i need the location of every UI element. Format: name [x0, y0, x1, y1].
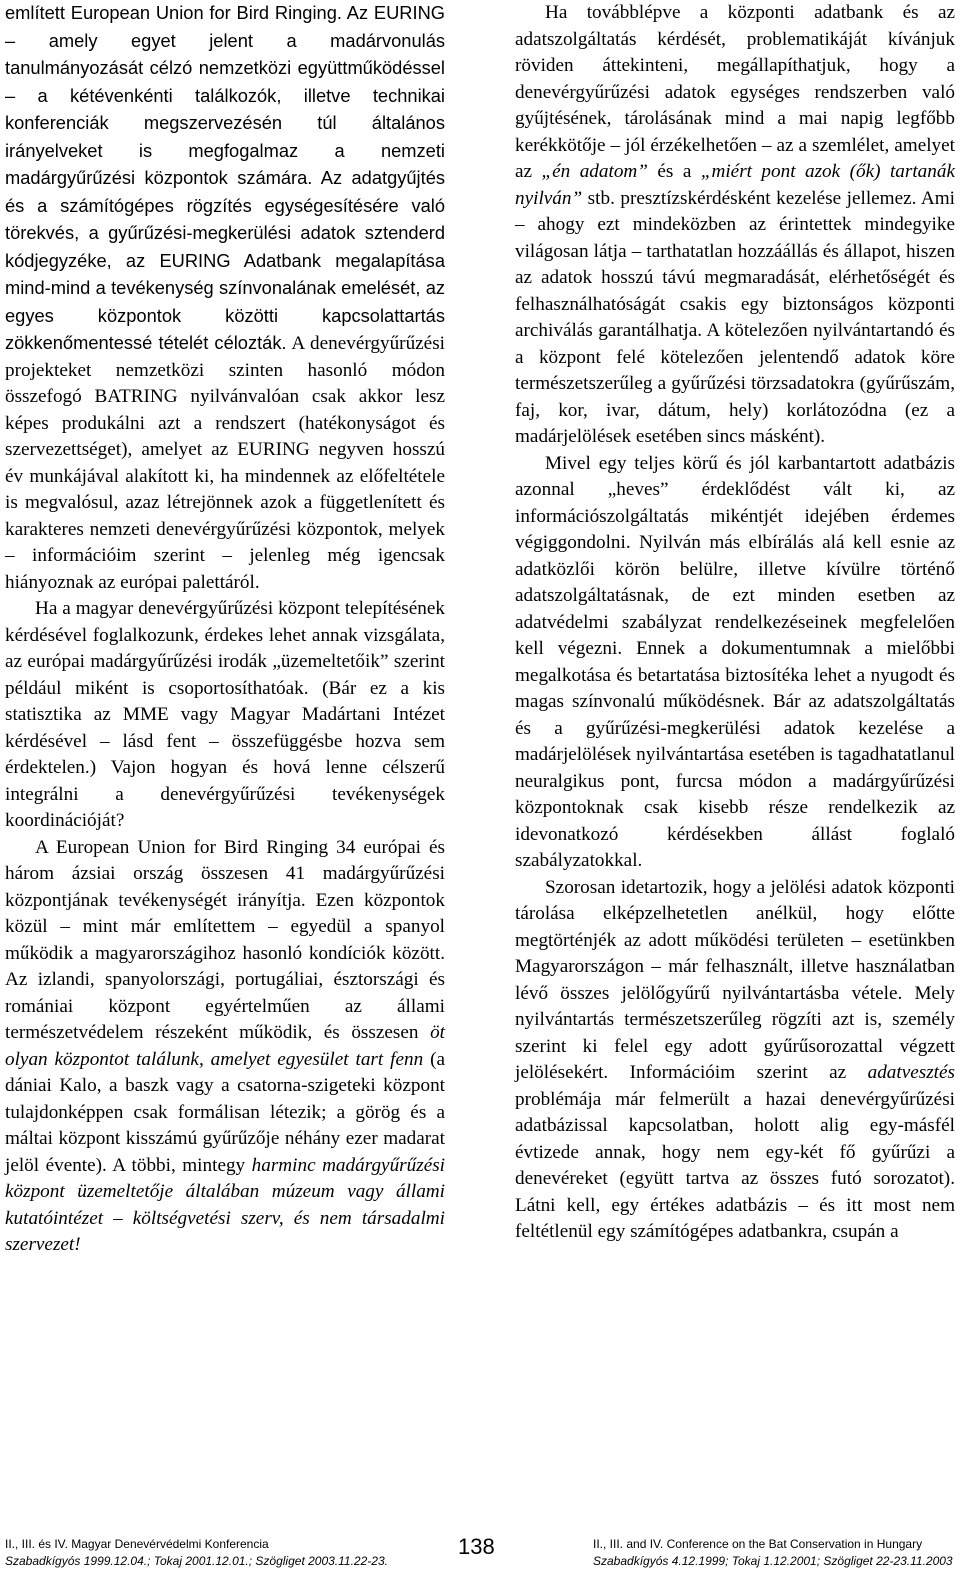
left-paragraph-1 — [5, 0, 445, 596]
left-paragraph-3-italic-2: harminc madárgyűrűzési központ üzemeltetője általában múzeum vagy állami kutatóintézet – költségvetési szerv, és nem társadalmi szervezet! — [5, 1154, 446, 1255]
footer-left — [5, 1536, 388, 1570]
footer-left-title: II., III. és IV. Magyar Denevérvédelmi Konferencia — [5, 1537, 269, 1551]
footer-right-dates-text: Szabadkígyós 4.12.1999; Tokaj 1.12.2001; Szögliget 22-23.11.2003 — [593, 1554, 953, 1568]
right-paragraph-3 — [515, 875, 955, 1246]
left-paragraph-3-italic-1: öt olyan központot találunk, amelyet egyesület tart fenn — [5, 1022, 445, 1070]
left-paragraph-3-text-a: A European Union for Bird Ringing 34 európai és három ázsiai ország összesen 41 madárgyűrűzési központjának tevékenységét irányítja. Ezen központok közül – mint már említettem – egyedül a spanyol működik a magyarországihoz hasonló kondíciók között. Az izlandi, spanyolországi, portugáliai, észtországi és romániai központ egyértelműen az állami természetvédelem részeként működik, és összesen — [5, 836, 445, 1043]
page-number: 138 — [458, 1534, 495, 1559]
right-paragraph-1-italic-2: „miért pont azok (ők) tartanák nyilván” — [515, 161, 955, 209]
right-paragraph-1-text-b: és a — [647, 161, 701, 182]
left-paragraph-3 — [5, 835, 445, 1259]
footer-left-dates-text: Szabadkígyós 1999.12.04.; Tokaj 2001.12.01.; Szögliget 2003.11.22-23. — [5, 1554, 388, 1568]
right-paragraph-1-text-c: stb. presztízskérdésként kezelése jellemez. Ami – ahogy ezt mindeközben az érintettek mindegyike világosan látja – tarthatatlan hozzáállás és állapot, hiszen az adatok hosszú távú megmaradását, elérhetőségét és felhasználhatóságát csakis egy biztonságos központi archiválás garantálhatja. A kötelezően nyilvántartandó és a központ felé kötelezően jelentendő adatok köre természetszerűleg a gyűrűzési törzsadatokra (gyűrűszám, faj, kor, ivar, dátum, hely) korlátozódna (ez a madárjelölések esetében sincs másként). — [515, 187, 955, 447]
right-paragraph-1 — [515, 0, 955, 451]
page-footer — [0, 1528, 960, 1573]
footer-right-title: II., III. and IV. Conference on the Bat Conservation in Hungary — [593, 1537, 923, 1551]
footer-right-dates — [593, 1553, 953, 1570]
footer-right — [593, 1536, 953, 1570]
left-paragraph-2: Ha a magyar denevérgyűrűzési központ telepítésének kérdésével foglalkozunk, érdekes lehet annak vizsgálata, az európai madárgyűrűzési irodák „üzemeltetőik” szerint például miként is csoportosíthatóak. (Bár ez a kis statisztika az MME vagy Magyar Madártani Intézet kérdésével – lásd fent – összefüggésbe hozva sem érdektelen.) Vajon hogyan és hová lenne célszerű integrálni a denevérgyűrűzési tevékenységek koordinációját? — [5, 598, 445, 831]
footer-left-dates — [5, 1553, 388, 1570]
right-paragraph-1-text-a: Ha továbblépve a központi adatbank és az adatszolgáltatás kérdését, problematikáját kívánjuk röviden áttekinteni, megállapíthatjuk, hogy a denevérgyűrűzési adatok egységes rendszerben való gyűjtésének, tárolásának mind a mai napig legfőbb kerékkötője – jól érzékelhetően – az a szemlélet, amelyet az — [515, 2, 955, 182]
left-paragraph-1-serif-text: A denevérgyűrűzési projekteket nemzetközi szinten hasonló módon összefogó BATRING nyilvánvalóan csak akkor lesz képes produkálni azt a rendszert (hatékonyságot és szervezettséget), amelyet az EURING negyven hosszú év munkájával alakított ki, ha mindennek az előfeltétele is megvalósul, azaz létrejönnek azok a függetlenített és karakteres nemzeti denevérgyűrűzési központok, melyek – információim szerint – jelenleg még igencsak hiányoznak az európai palettáról. — [5, 333, 445, 593]
right-paragraph-3-italic: adatvesztés — [867, 1062, 955, 1083]
left-paragraph-3-text-b: (a dániai Kalo, a baszk vagy a csatorna-szigeteki központ tulajdonképpen csak formálisan létezik; a görög és a máltai központ kisszámú gyűrűzője néhány ezer madarat jelöl évente). A többi, mintegy — [5, 1048, 446, 1176]
right-paragraph-1-italic-1: „én adatom” — [541, 161, 648, 182]
right-column — [515, 0, 955, 1246]
right-paragraph-3-text-b: problémája már felmerült a hazai denevérgyűrűzési adatbázissal kapcsolatban, holott alig egy-másfél évtizede annak, hogy nem egy-két fő gyűrűzi a denevéreket (együtt tartva az összes futó sorozatot). Látni kell, egy értékes adatbázis – és itt most nem feltétlenül egy számítógépes adatbankra, csupán a — [515, 1088, 955, 1242]
left-paragraph-1-sans-text: említett European Union for Bird Ringing. Az EURING – amely egyet jelent a madárvonulás tanulmányozását célzó nemzetközi együttműködéssel – a kétévenkénti találkozók, illetve technikai konferenciák megszervezésén túl általános irányelveket is megfogalmaz a nemzeti madárgyűrűzési központok számára. Az adatgyűjtés és a számítógépes rögzítés egységesítésére való törekvés, a gyűrűzési-megkerülési adatok sztenderd kódjegyzéke, az EURING Adatbank megalapítása mind-mind a tevékenység színvonalának emelését, az egyes központok közötti kapcsolattartás zökkenőmentessé tételét célozták. — [5, 2, 445, 353]
left-column — [5, 0, 445, 1259]
right-paragraph-2: Mivel egy teljes körű és jól karbantartott adatbázis azonnal „heves” érdeklődést vált ki, az információszolgáltatás mikéntjét idejében érdemes végiggondolni. Nyilván más elbírálás alá kell esnie az adatközlői körön belülre, illetve kívülre történő adatszolgáltatásnak, de ezt minden esetben az adatvédelmi szabályzat rendelkezéseinek megfelelően kell végezni. Ennek a dokumentumnak a mielőbbi megalkotása és betartatása biztosítéka lehet a nyugodt és magas színvonalú működésnek. Bár az adatszolgáltatás és a gyűrűzési-megkerülési adatok kezelése a madárjelölések nyilvántartása esetében is tagadhatatlanul neuralgikus pont, furcsa módon a madárgyűrűzési központoknak csak kisebb része rendelkezik az idevonatkozó kérdésekben állást foglaló szabályzatokkal. — [515, 452, 955, 871]
right-paragraph-3-text-a: Szorosan idetartozik, hogy a jelölési adatok központi tárolása elképzelhetetlen anélkül, hogy előtte megtörténjék az adott működési területen – esetünkben Magyarországon – már felhasznált, illetve használatban lévő összes jelölőgyűrű nyilvántartásba vétele. Mely nyilvántartás természetszerűleg rögzíti azt is, személy szerint ki felel egy adott gyűrűsorozattal végzett jelölésekért. Információim szerint az — [515, 876, 955, 1083]
